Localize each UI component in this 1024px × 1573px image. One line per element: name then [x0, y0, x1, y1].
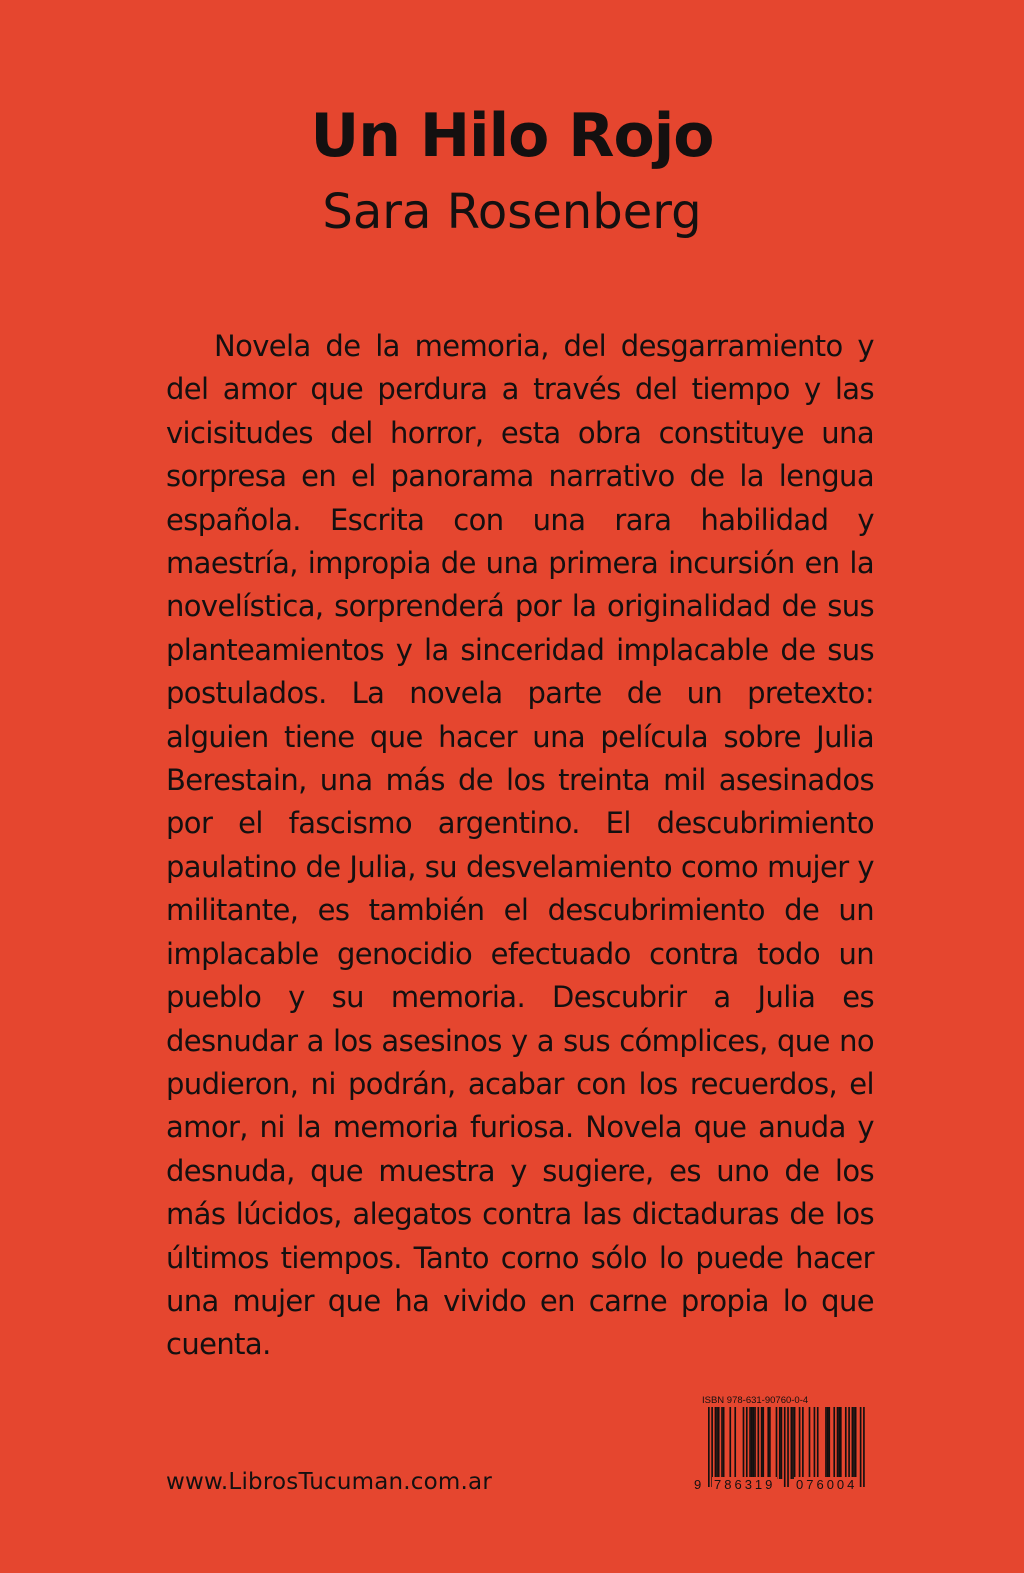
barcode-bar [729, 1407, 731, 1479]
barcode-bars [694, 1407, 876, 1487]
barcode-bar [833, 1407, 835, 1479]
author-name: Sara Rosenberg [322, 184, 702, 240]
barcode-bar [828, 1407, 830, 1479]
barcode-bar [855, 1407, 857, 1479]
barcode-first-digit: 9 [694, 1477, 702, 1492]
barcode-bar [749, 1407, 751, 1479]
barcode-right-group: 076004 [796, 1477, 858, 1492]
barcode-bar [718, 1407, 720, 1479]
barcode-bar [753, 1407, 755, 1479]
barcode-bar [781, 1407, 783, 1479]
barcode-bar [817, 1407, 819, 1479]
barcode-bar [751, 1407, 753, 1479]
barcode-bar [825, 1407, 827, 1479]
book-title: Un Hilo Rojo [310, 101, 714, 171]
barcode-bar [743, 1407, 745, 1479]
barcode-bar [809, 1407, 811, 1479]
barcode-bar [776, 1407, 778, 1479]
barcode-bar [791, 1407, 793, 1479]
barcode-bar [848, 1407, 850, 1479]
barcode-bar [860, 1407, 862, 1487]
barcode-bar [838, 1407, 840, 1479]
barcode-bar [734, 1407, 736, 1479]
barcode-bar [762, 1407, 764, 1479]
barcode-bar [761, 1407, 763, 1479]
barcode-bar [723, 1407, 725, 1479]
barcode-bar [863, 1407, 865, 1487]
barcode-bar [794, 1407, 796, 1479]
barcode-bar [792, 1407, 794, 1479]
back-cover-blurb: Novela de la memoria, del desgarramiento y del amor que perdura a través del tiempo y las vicisitudes del horror, esta obra constituye una sorpresa en el panorama narrativo de la lengua española. Escrita con una rara habilidad y maestría, impropia de una primera incursión en la novelística, sorprenderá por la originalidad de sus planteamientos y la sinceridad implacable de sus postulados. La novela parte de un pretexto: alguien tiene que hacer una película sobre Julia Berestain, una más de los treinta mil asesinados por el fascismo argentino. El descubrimiento paulatino de Julia, su desvelamiento como mujer y militante, es también el descubrimiento de un implacable genocidio efectuado contra todo un pueblo y su memoria. Descubrir a Julia es desnudar a los asesinos y a sus cómplices, que no pudieron, ni podrán, acabar con los recuerdos, el amor, ni la memoria furiosa. Novela que anuda y desnuda, que muestra y sugiere, es uno de los más lúcidos, alegatos contra las dictaduras de los últimos tiempos. Tanto corno sólo lo puede hacer una mujer que ha vivido en carne propia lo que cuenta. [166, 329, 874, 1362]
barcode-bar [758, 1407, 760, 1479]
barcode-bar [840, 1407, 842, 1479]
barcode-bar [784, 1407, 786, 1487]
barcode-bar [827, 1407, 829, 1479]
barcode-bar [716, 1407, 718, 1479]
barcode-bar [845, 1407, 847, 1479]
isbn-barcode [694, 1395, 876, 1503]
barcode-bar [802, 1407, 804, 1479]
barcode-bar [837, 1407, 839, 1479]
barcode-bar [853, 1407, 855, 1479]
publisher-website[interactable]: www.LibrosTucuman.com.ar [166, 1469, 492, 1495]
barcode-bar [715, 1407, 717, 1479]
barcode-bar [814, 1407, 816, 1479]
barcode-left-group: 786319 [714, 1477, 776, 1492]
barcode-digits [694, 1477, 876, 1497]
barcode-bar [711, 1407, 713, 1487]
barcode-bar [708, 1407, 710, 1487]
barcode-bar [779, 1407, 781, 1479]
barcode-bar [746, 1407, 748, 1479]
barcode-bar [769, 1407, 771, 1479]
barcode-bar [721, 1407, 723, 1479]
barcode-bar [754, 1407, 756, 1479]
barcode-bar [799, 1407, 801, 1479]
barcode-bar [852, 1407, 854, 1479]
isbn-label: ISBN 978-631-90760-0-4 [702, 1395, 809, 1406]
barcode-bar [767, 1407, 769, 1479]
barcode-bar [787, 1407, 789, 1487]
